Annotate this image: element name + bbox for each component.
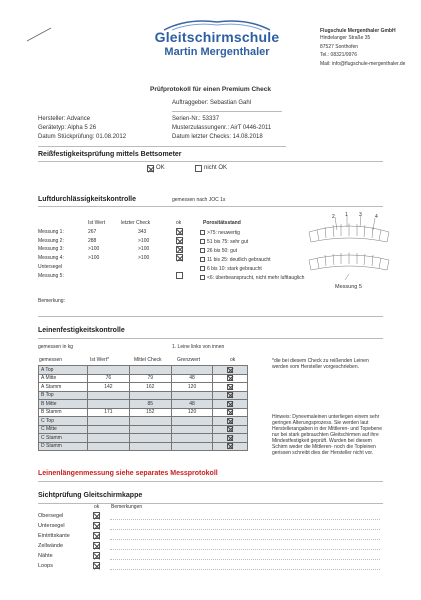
messung-3-row [38,246,64,252]
leinen-heading: Leinenfestigkeitskontrolle [38,327,125,334]
luft-heading: Luftdurchlässigkeitskontrolle [38,196,137,203]
reiss-rule [38,161,383,162]
cell-mittel [129,391,171,400]
cell-label: A Mitte [39,374,88,383]
legend-item [200,275,304,281]
cell-ist: 76 [88,374,130,383]
doc-title: Prüfprotokoll für einen Premium Check [150,86,271,93]
cell-grenz [171,366,213,375]
letzter-value: 343 [138,229,147,235]
cell-ist [88,425,130,434]
sicht-ok-checkbox-6[interactable] [93,562,100,569]
cell-ist [88,417,130,426]
geraetetyp: Gerätetyp: Alpha 5 26 [38,125,97,131]
leinen-sub: gemessen in kg [38,344,74,350]
cell-ok[interactable] [213,400,248,409]
messung-label: Messung 1: [38,229,64,235]
sicht-label: Loops [38,563,53,569]
leinen-note: 1. Leine links von innen [172,344,225,350]
ist-value: 267 [88,229,97,235]
ist-value: >100 [88,246,100,252]
cell-label: A Top [39,366,88,375]
table-row [39,434,248,443]
cell-grenz [171,391,213,400]
sicht-col-bem: Bemerkungen [111,504,143,510]
letzter-value: >100 [138,246,150,252]
sicht-label: Obersegel [38,513,64,519]
messung-label: Messung 2: [38,237,64,244]
cell-mittel [129,442,171,451]
leinen-ok-checkbox[interactable] [227,392,233,398]
legend-item [200,266,262,272]
col-letzter: letzter Check [121,220,151,226]
leinen-right-note2: Hinweis: Dyneemaleinen unterliegen einem sehr geringen Alterungsprozess. Sie werden laut Herstellerangaben in der Mittleren- und Topebene nur bei stark gebrauchten Gleitschirmen auf ihre Mindestfestigkeit geprüft. Wurden bei diesem Schirm weder die Mittleren- noch die Topleinen gerissen schreibt dies der Hersteller nicht vor. [272,414,382,456]
leinen-ok-checkbox[interactable] [227,443,233,449]
address-block [320,28,420,67]
cell-ist [88,366,130,375]
messung-4-row [38,255,64,261]
ist-value: 288 [88,237,97,244]
logo [142,16,292,72]
cell-grenz [171,434,213,443]
luft-ok-checkbox-1[interactable] [176,228,183,235]
glider-lower-surface [309,253,389,271]
cell-ok[interactable] [213,425,248,434]
messung-label: Messung 3: [38,246,64,252]
cell-mittel: 152 [129,408,171,417]
sicht-ok-checkbox-1[interactable] [93,512,100,519]
cell-ist [88,391,130,400]
email: Mail: info@flugschule-mergenthaler.de [320,60,406,67]
reiss-nicht-ok-label: nicht OK [204,165,228,171]
sicht-rule [38,503,383,504]
cell-ok[interactable] [213,391,248,400]
leinen-ok-checkbox[interactable] [227,384,233,390]
leinen-ok-checkbox[interactable] [227,401,233,407]
cell-grenz: 120 [171,408,213,417]
sicht-label: Nähte [38,553,53,559]
header-gemessen: gemessen [39,357,63,363]
cell-grenz: 48 [171,400,213,409]
info-right [172,100,271,143]
messung-1-row [38,229,64,235]
company-name: Flugschule Mergenthaler GmbH [320,28,396,34]
cell-mittel: 85 [129,400,171,409]
messung-label: Untersegel [38,263,63,270]
cell-mittel: 79 [129,374,171,383]
bemerkung-line [110,569,380,570]
legend-item [200,239,248,245]
school-title: Gleitschirmschule [154,29,280,45]
luft-rule [38,206,383,207]
diagram-caption: Messung 5 [335,284,362,290]
table-row [39,391,248,400]
legend-checkbox [200,275,205,280]
col-ok: ok [176,220,182,226]
cell-label: C Stamm [39,434,88,443]
luft-note: gemessen nach JOC 1s [172,197,226,203]
luft-ok-checkbox-5[interactable] [176,272,183,279]
legend-text: 51 bis 75: sehr gut [207,239,249,245]
cell-mittel [129,434,171,443]
laengen-rule [38,481,383,482]
legend-text: 6 bis 10: stark gebraucht [207,266,262,272]
cell-ist: 142 [88,383,130,392]
legend-text: 11 bis 25: deutlich gebraucht [207,257,271,263]
table-row [39,442,248,451]
legend-checkbox [200,239,205,244]
header-grenz: Grenzwert [177,357,201,363]
col-ist: Ist Wert [88,220,106,226]
cell-grenz: 48 [171,374,213,383]
legend-checkbox [200,230,205,235]
serien-nr: Serien-Nr.: 53337 [172,116,220,122]
legend-item [200,248,237,254]
untersegel-row [38,264,62,270]
col-pore: Porositätsstand [203,220,241,226]
leinen-ok-checkbox[interactable] [227,435,233,441]
table-row [39,374,248,383]
leinen-ok-checkbox[interactable] [227,426,233,432]
table-row [39,408,248,417]
cell-grenz: 120 [171,383,213,392]
sicht-col-ok: ok [94,504,100,510]
legend-checkbox [200,257,205,262]
leinen-rule [38,338,383,339]
cell-ok[interactable] [213,374,248,383]
sicht-label: Untersegel [38,523,65,529]
cell-label: A Stamm [39,383,88,392]
sicht-ok-checkbox-3[interactable] [93,532,100,539]
cell-ok[interactable] [213,383,248,392]
messung-5-row [38,273,64,279]
bemerkung-line [110,559,380,560]
bemerkung-line [110,539,380,540]
cell-label: C Top [39,417,88,426]
cell-label: D Stamm [39,442,88,451]
header-mittel: Mittel Check [134,357,162,363]
leinen-ok-checkbox[interactable] [227,418,233,424]
cell-ist [88,400,130,409]
luft-ok-checkbox-3[interactable] [176,246,183,253]
legend-text: >75: neuwertig [207,230,240,236]
cell-label: B Mitte [39,400,88,409]
school-subtitle: Martin Mergenthaler [164,46,270,58]
legend-item [200,257,271,263]
diagram-number: 2 [332,214,335,220]
sicht-ok-checkbox-2[interactable] [93,522,100,529]
sicht-heading: Sichtprüfung Gleitschirmkappe [38,492,143,499]
messung-2-row [38,238,64,244]
reiss-ok-checkbox[interactable] [147,165,154,172]
cell-ok[interactable] [213,366,248,375]
bemerkung-line [110,529,380,530]
bemerkung-label: Bemerkung: [38,298,65,304]
city: 87527 Sonthofen [320,43,359,50]
glider-upper-surface [309,224,389,243]
bemerkung-line [110,549,380,550]
letzter-value: >100 [138,254,150,261]
legend-checkbox [200,248,205,253]
cell-label: B Stamm [39,408,88,417]
legend-checkbox [200,266,205,271]
pen-mark [25,25,55,45]
luft-bottom-rule [38,316,383,317]
cell-grenz [171,417,213,426]
reiss-heading: Reißfestigkeitsprüfung mittels Bettsometer [38,151,182,158]
messung-label: Messung 4: [38,254,64,261]
reiss-nicht-ok-checkbox[interactable] [195,165,202,172]
header-ist: Ist Wert* [90,357,110,363]
street: Hindelanger Straße 35 [320,35,371,41]
cell-ist [88,434,130,443]
leinenlaengen-note: Leinenlängenmessung siehe separates Messprotokoll [38,470,218,477]
datum-letzter-check: Datum letzter Checks: 14.08.2018 [172,134,263,140]
reiss-ok-label: OK [156,165,165,171]
sicht-label: Zellwände [38,543,64,549]
letzter-value: >100 [138,237,150,244]
leinen-right-note1: *die bei diesem Check zu reißenden Leinen werden vom Hersteller vorgeschrieben. [272,358,369,370]
cell-mittel: 162 [129,383,171,392]
info-rule-2 [38,146,286,147]
cell-ok[interactable] [213,442,248,451]
cell-ok[interactable] [213,434,248,443]
table-row [39,400,248,409]
cell-ist [88,442,130,451]
cell-grenz [171,425,213,434]
info-left [38,116,126,143]
datum-stueckpruefung: Datum Stückprüfung: 01.08.2012 [38,134,127,140]
cell-label: C Mitte [39,425,88,434]
info-rule-1 [172,111,282,112]
table-row [39,383,248,392]
leinen-table [38,365,248,451]
leinen-ok-checkbox[interactable] [227,409,233,415]
sicht-label: Eintrittskante [38,533,70,539]
legend-text: <6: überbeansprucht, nicht mehr lufttauglich [207,275,305,281]
cell-grenz [171,442,213,451]
glider-diagram [305,212,393,296]
cell-mittel [129,366,171,375]
table-row [39,425,248,434]
cell-mittel [129,417,171,426]
diagram-number: 1 [345,212,348,218]
cell-ok[interactable] [213,417,248,426]
table-row [39,366,248,375]
header-ok: ok [230,357,236,363]
leinen-ok-checkbox[interactable] [227,367,233,373]
diagram-number: 4 [375,214,378,220]
luft-ok-checkbox-4[interactable] [176,254,183,261]
bemerkung-line [110,519,380,520]
luft-ok-checkbox-2[interactable] [176,237,183,244]
diagram-number: 3 [359,212,362,218]
sicht-ok-checkbox-5[interactable] [93,552,100,559]
phone: Tel.: 08321/9976 [320,52,357,58]
legend-text: 26 bis 50: gut [207,248,238,254]
leinen-ok-checkbox[interactable] [227,375,233,381]
musterzulassung: Musterzulassungenr.: AirT 0446-2011 [172,125,272,131]
legend-item [200,230,240,236]
hersteller: Hersteller: Advance [38,116,91,122]
cell-ist: 171 [88,408,130,417]
sicht-ok-checkbox-4[interactable] [93,542,100,549]
table-row [39,417,248,426]
cell-mittel [129,425,171,434]
messung-label: Messung 5: [38,272,64,279]
auftraggeber: Auftraggeber: Sebastian Gahl [172,100,252,106]
cell-ok[interactable] [213,408,248,417]
cell-label: B Top [39,391,88,400]
ist-value: >100 [88,254,100,261]
